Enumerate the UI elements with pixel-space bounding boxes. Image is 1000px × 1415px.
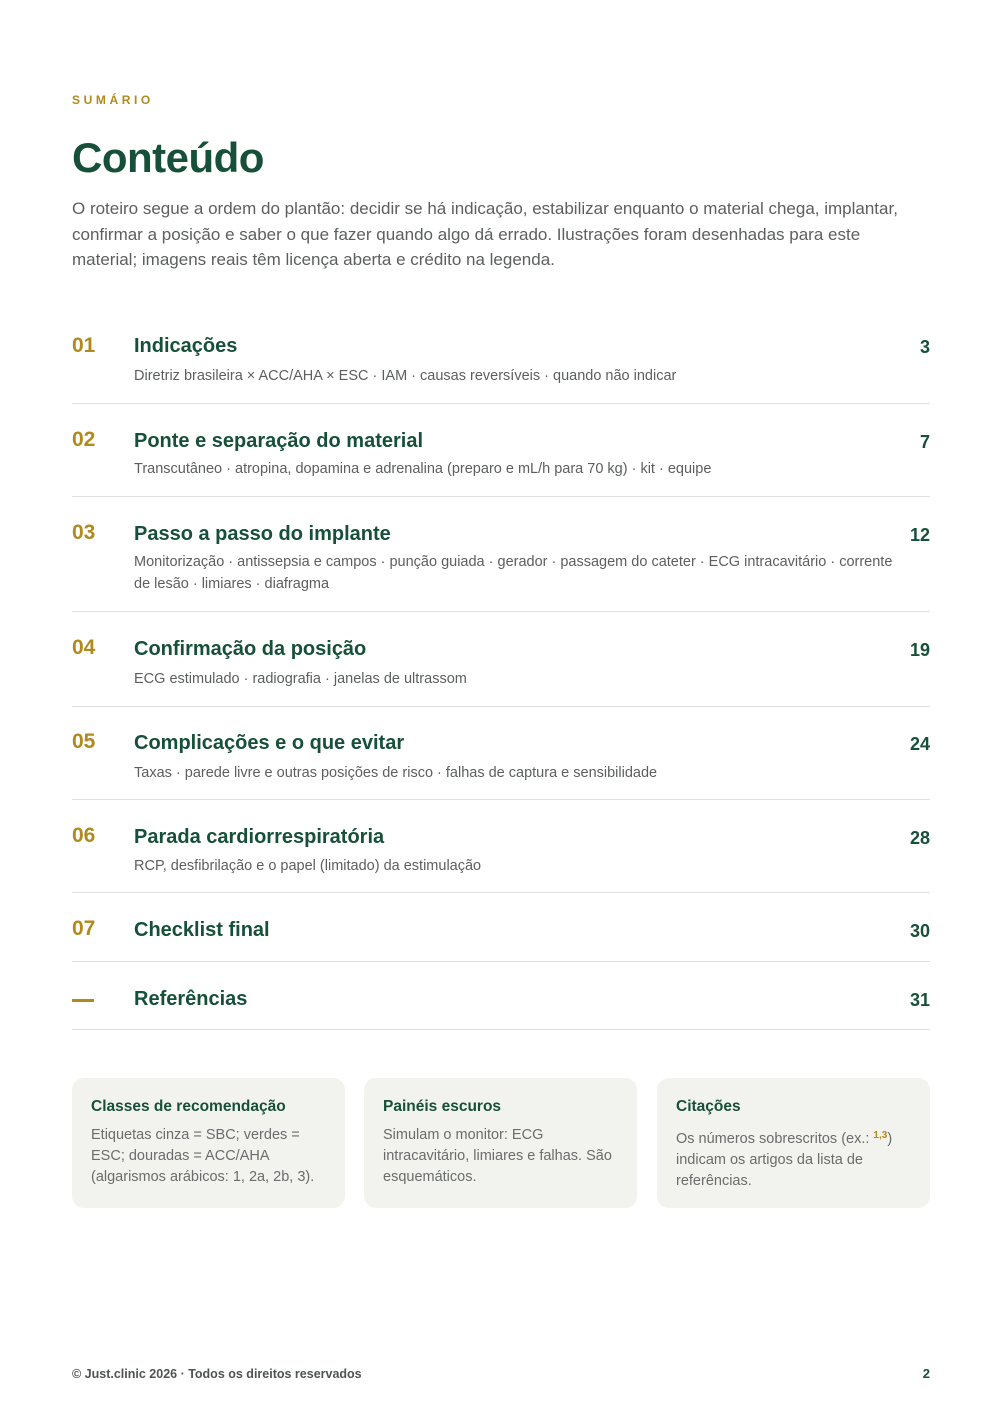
card-title: Painéis escuros (383, 1098, 502, 1115)
toc-page[interactable]: 3 (919, 337, 930, 357)
toc-entry-implante[interactable] (72, 497, 930, 612)
toc-entry-indicacoes[interactable] (72, 318, 930, 404)
superscript-citation: 1,3 (873, 1130, 888, 1141)
toc-title[interactable]: Ponte e separação do material (134, 430, 424, 452)
toc-number: 07 (72, 917, 96, 940)
toc-entry-complicacoes[interactable] (72, 707, 930, 800)
toc-title[interactable]: Confirmação da posição (134, 638, 367, 660)
toc-page[interactable]: 12 (909, 525, 930, 545)
toc-entry-checklist[interactable] (72, 893, 930, 962)
toc-page[interactable]: 30 (909, 921, 930, 941)
toc-title[interactable]: Checklist final (134, 919, 270, 941)
table-of-contents (72, 318, 930, 1030)
section-eyebrow: SUMÁRIO (72, 93, 154, 107)
toc-page[interactable]: 19 (909, 640, 930, 660)
toc-number: 01 (72, 334, 96, 357)
toc-title[interactable]: Indicações (134, 335, 238, 357)
toc-number: 05 (72, 730, 96, 753)
dash-icon (72, 999, 94, 1002)
card-text (676, 1125, 911, 1192)
card-citacoes (657, 1078, 930, 1208)
page (72, 0, 930, 1415)
legend-cards (72, 1078, 930, 1208)
card-text-before: Os números sobrescritos (ex.: (676, 1131, 874, 1147)
toc-subtitle: Monitorização · antissepsia e campos · punção guiada · gerador · passagem do cateter · ECG intracavitário · corrente de lesão · limiares · diafragma (134, 554, 893, 592)
toc-number: 02 (72, 428, 96, 451)
toc-number: 06 (72, 824, 96, 847)
toc-subtitle: Diretriz brasileira × ACC/AHA × ESC · IAM · causas reversíveis · quando não indicar (134, 368, 677, 384)
toc-subtitle: Transcutâneo · atropina, dopamina e adrenalina (preparo e mL/h para 70 kg) · kit · equipe (134, 461, 712, 477)
toc-subtitle: Taxas · parede livre e outras posições de risco · falhas de captura e sensibilidade (134, 765, 658, 781)
toc-entry-ponte[interactable] (72, 404, 930, 497)
toc-subtitle: ECG estimulado · radiografia · janelas de ultrassom (134, 671, 467, 687)
card-title: Citações (676, 1098, 741, 1115)
toc-page[interactable]: 31 (909, 990, 930, 1010)
footer-copyright: © Just.clinic 2026 · Todos os direitos reservados (72, 1367, 362, 1381)
toc-page[interactable]: 7 (919, 432, 930, 452)
toc-number: 03 (72, 521, 96, 544)
toc-entry-parada[interactable] (72, 800, 930, 893)
toc-number: 04 (72, 636, 96, 659)
card-paineis-escuros (364, 1078, 637, 1208)
footer-page-number: 2 (922, 1366, 930, 1381)
card-text: Simulam o monitor: ECG intracavitário, limiares e falhas. São esquemáticos. (383, 1127, 612, 1185)
card-text-after: ) indicam os artigos da lista de referências. (676, 1131, 893, 1189)
intro-paragraph: O roteiro segue a ordem do plantão: decidir se há indicação, estabilizar enquanto o material chega, implantar, confirmar a posição e saber o que fazer quando algo dá errado. Ilustrações foram desenhadas para este material; imagens reais têm licença aberta e crédito na legenda. (72, 199, 898, 269)
toc-subtitle: RCP, desfibrilação e o papel (limitado) da estimulação (134, 858, 482, 874)
toc-page[interactable]: 24 (909, 734, 930, 754)
page-title: Conteúdo (72, 134, 264, 181)
toc-entry-confirmacao[interactable] (72, 612, 930, 707)
toc-title[interactable]: Passo a passo do implante (134, 523, 391, 545)
card-classes-recomendacao (72, 1078, 345, 1208)
toc-entry-referencias[interactable] (72, 962, 930, 1030)
card-text: Etiquetas cinza = SBC; verdes = ESC; douradas = ACC/AHA (algarismos arábicos: 1, 2a, 2b, 3). (91, 1127, 315, 1185)
toc-page[interactable]: 28 (909, 828, 930, 848)
card-title: Classes de recomendação (91, 1098, 286, 1115)
toc-title[interactable]: Parada cardiorrespiratória (134, 826, 385, 848)
toc-title[interactable]: Complicações e o que evitar (134, 732, 405, 754)
toc-title[interactable]: Referências (134, 988, 248, 1010)
